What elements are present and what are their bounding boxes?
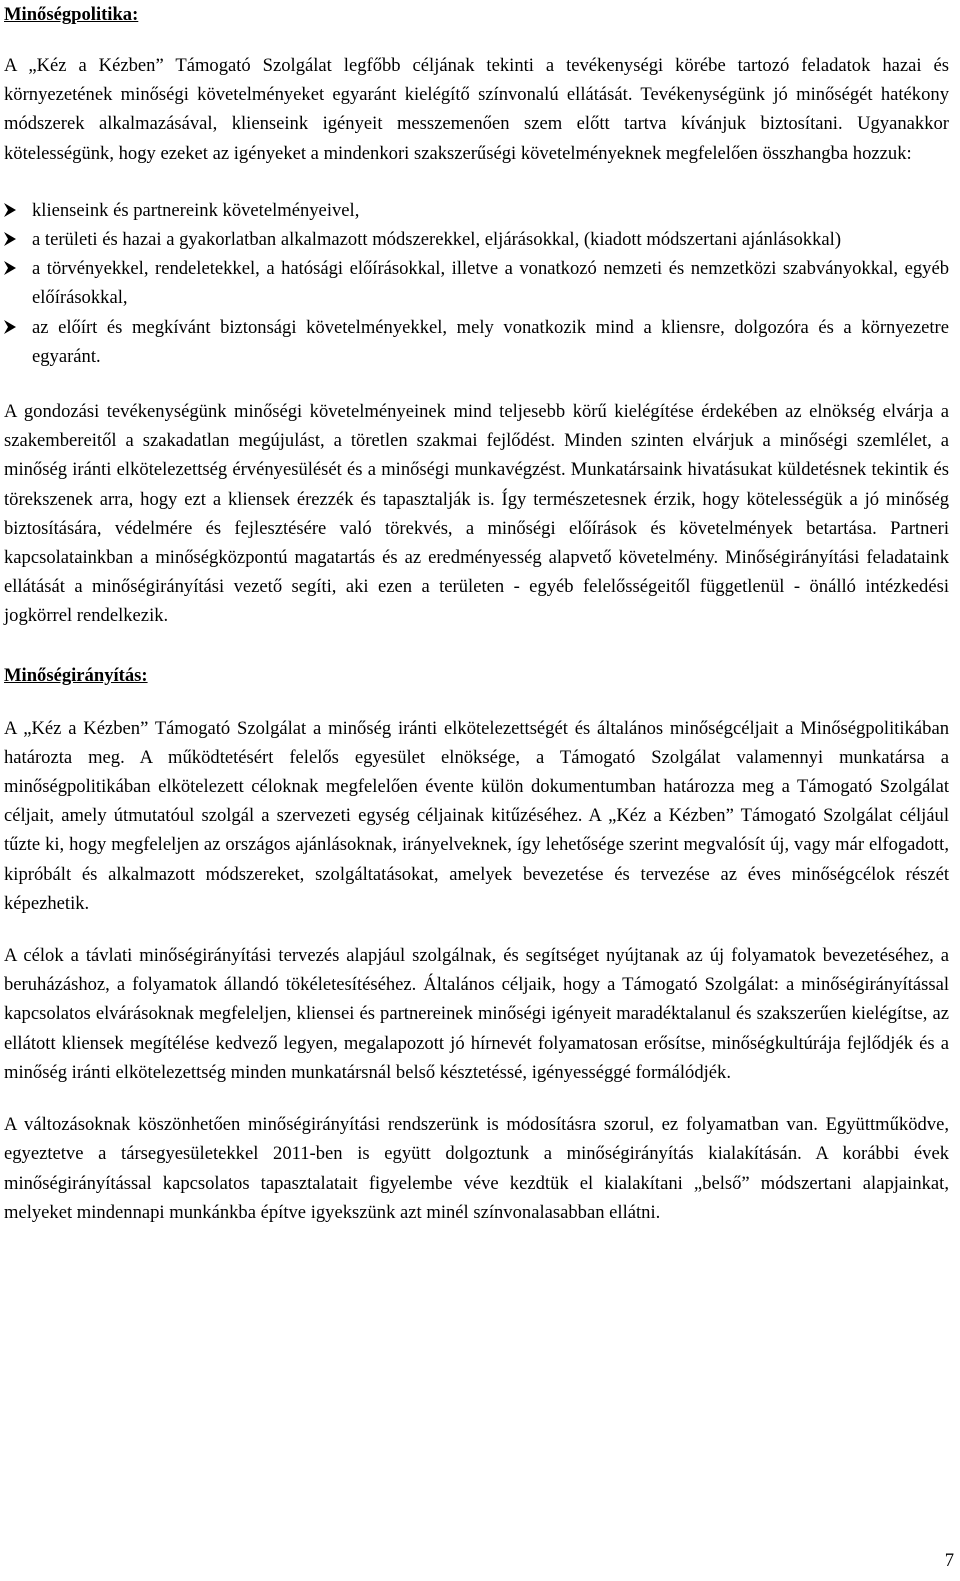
arrow-bullet-icon xyxy=(4,203,16,217)
arrow-bullet-icon xyxy=(4,320,16,334)
list-item xyxy=(4,225,949,254)
list-item-text: klienseink és partnereink követelményeivel, xyxy=(32,199,360,221)
intro-paragraph: A „Kéz a Kézben” Támogató Szolgálat legfőbb céljának tekinti a tevékenységi körébe tartozó feladatok hazai és környezetének minőségi követelményeket egyaránt kielégítő színvonalú ellátását. Tevékenységünk jó minőségét hatékony módszerek alkalmazásával, klienseink igényeit messzemenően szem előtt tartva kívánjuk biztosítani. Ugyanakkor kötelességünk, hogy ezeket az igényeket a mindenkori szakszerűségi követelményeknek megfelelően összhangba hozzuk: xyxy=(4,55,949,164)
list-item xyxy=(4,196,949,225)
requirements-list xyxy=(4,196,949,371)
quality-management-paragraph: A „Kéz a Kézben” Támogató Szolgálat a minőség iránti elkötelezettségét és általános minőségcéljait a Minőségpolitikában határozta meg. A működtetésért felelős egyesület elnöksége, a Támogató Szolgálat valamennyi munkatársa a minőségpolitikában elkötelezett céloknak megfelelően évente külön dokumentumban határozza meg a Támogató Szolgálat céljait, amely útmutatóul szolgál a szervezeti egység céljainak kitűzéséhez. A „Kéz a Kézben” Támogató Szolgálat céljául tűzte ki, hogy megfeleljen az országos ajánlásoknak, irányelveknek, így lehetősége szerint megvalósít új, vagy már elfogadott, kipróbált és alkalmazott módszereket, szolgáltatásokat, amelyek bevezetése és tervezése az éves minőségcélok részét képezhetik. xyxy=(4,717,949,914)
list-item xyxy=(4,254,949,312)
arrow-bullet-icon xyxy=(4,232,16,246)
section-heading-quality-management: Minőségirányítás: xyxy=(4,664,148,686)
goals-paragraph: A célok a távlati minőségirányítási tervezés alapjául szolgálnak, és segítséget nyújtanak az új folyamatok bevezetéséhez, a beruházáshoz, a folyamatok állandó tökéletesítéséhez. Általános céljaik, hogy a Támogató Szolgálat: a minőségirányítással kapcsolatos elvárásoknak megfeleljen, kliensei és partnereinek minőségi igényeit maradéktalanul és szakszerűen kielégítse, az ellátott kliensek megítélése kedvező legyen, megalapozott jó hírnevét folyamatosan erősítse, minőségkultúrája fejlődjék és a minőség iránti elkötelezettség minden munkatársnál belső késztetéssé, igényességgé formálódjék. xyxy=(4,945,949,1083)
document-page xyxy=(4,0,949,1227)
arrow-bullet-icon xyxy=(4,261,16,275)
list-item xyxy=(4,313,949,371)
changes-paragraph: A változásoknak köszönhetően minőségirányítási rendszerünk is módosításra szorul, ez folyamatban van. Együttműködve, egyeztetve a társegyesületekkel 2011-ben is együtt dolgoztunk a minőségirányítás kialakításán. A korábbi évek minőségirányítással kapcsolatos tapasztalatait figyelembe véve kezdtük el kialakítani „belső” módszertani alapjainkat, melyeket mindennapi munkánkba építve igyekszünk azt minél színvonalasabban ellátni. xyxy=(4,1114,949,1223)
page-number: 7 xyxy=(944,1550,954,1571)
list-item-text: a törvényekkel, rendeletekkel, a hatósági előírásokkal, illetve a vonatkozó nemzeti és nemzetközi szabványokkal, egyéb előírásokkal, xyxy=(32,258,949,309)
section-heading-quality-policy: Minőségpolitika: xyxy=(4,4,139,25)
quality-commitment-paragraph: A gondozási tevékenységünk minőségi követelményeinek mind teljesebb körű kielégítése érdekében az elnökség elvárja a szakembereitől a szakadatlan megújulást, a töretlen szakmai fejlődést. Minden szinten elvárjuk a minőségi szemlélet, a minőség iránti elkötelezettség érvényesülését és a minőségi munkavégzést. Munkatársaink hivatásukat küldetésnek tekintik és törekszenek arra, hogy ezt a kliensek érezzék és tapasztalják is. Így természetesnek érzik, hogy kötelességük a jó minőség biztosítására, védelmére és fejlesztésére való törekvés, a minőségi előírások és követelmények betartása. Partneri kapcsolatainkban a minőségközpontú magatartás és az eredményesség alapvető követelmény. Minőségirányítási feladataink ellátását a minőségirányítási vezető segíti, aki ezen a területen - egyéb felelősségeitől függetlenül - önálló intézkedési jogkörrel rendelkezik. xyxy=(4,401,949,627)
list-item-text: az előírt és megkívánt biztonsági követelményekkel, mely vonatkozik mind a kliensre, dolgozóra és a környezetre egyaránt. xyxy=(32,316,949,367)
list-item-text: a területi és hazai a gyakorlatban alkalmazott módszerekkel, eljárásokkal, (kiadott módszertani ajánlásokkal) xyxy=(32,229,842,251)
